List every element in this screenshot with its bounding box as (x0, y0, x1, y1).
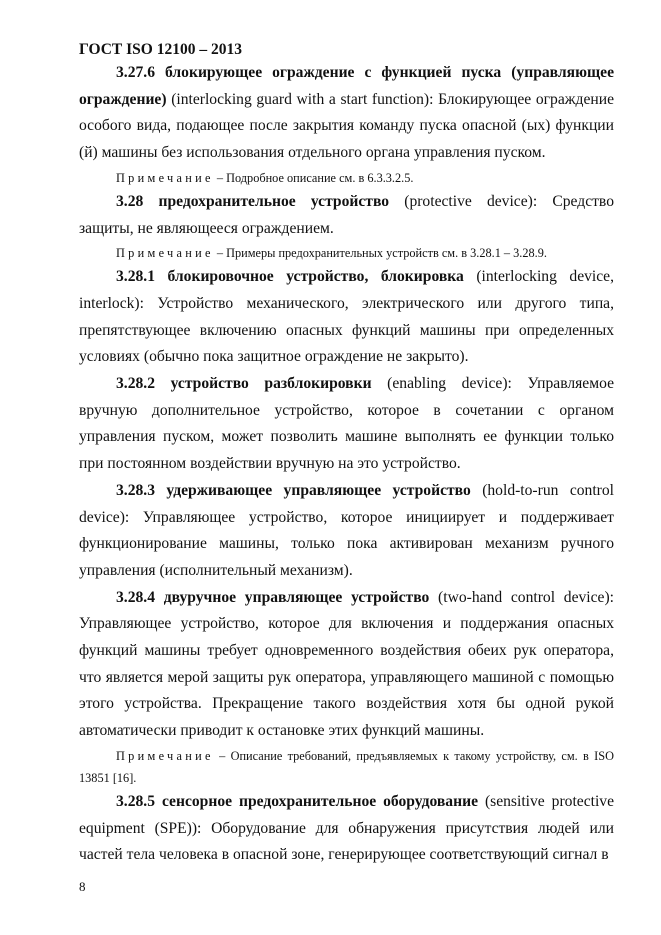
clause-definition: (hold-to-run control device): Управляющее устройство, которое инициирует и поддерживает функционирование машины, только пока активирован механизм ручного управления (исполнительный механизм). (79, 481, 614, 579)
clause-definition: (interlocking device, interlock): Устройство механического, электрического или другого типа, препятствующее включению опасных функций машины при определенных условиях (обычно пока защитное ограждение не закрыто). (79, 268, 614, 366)
clause-term: устройство разблокировки (170, 375, 372, 393)
clause-number: 3.28.2 (116, 375, 155, 393)
clause-3-28 (79, 189, 614, 242)
clause-term: удерживающее управляющее устройство (166, 481, 471, 499)
clause-3-27-6 (79, 60, 614, 167)
note-1 (79, 167, 614, 189)
clause-3-28-3 (79, 478, 614, 585)
note-2 (79, 242, 614, 264)
clause-definition: (interlocking guard with a start function): Блокирующее ограждение особого вида, подающее после закрытия команду пуска опасной (ых) функции (й) машины без использования отдельного органа управления пуском. (79, 90, 614, 162)
clause-term: сенсорное предохранительное оборудование (161, 792, 478, 810)
clause-3-28-1 (79, 264, 614, 371)
note-3 (79, 745, 614, 789)
page-number: 8 (79, 879, 86, 894)
clause-number: 3.28.5 (116, 792, 155, 810)
note-text: – Примеры предохранительных устройств см. в 3.28.1 – 3.28.9. (213, 246, 547, 261)
clause-definition: (two-hand control device): Управляющее устройство, которое для включения и поддержания опасных функций машины требует одновременного воздействия обеих рук оператора, что является мерой защиты рук оператора, управляющего машиной с помощью этого устройства. Прекращение такого воздействия хотя бы одной рукой автоматически приводит к остановке этих функций машины. (79, 588, 614, 740)
clause-term: двуручное управляющее устройство (163, 588, 430, 606)
clause-term: блокирующее ограждение с функцией пуска (управляющее ограждение) (79, 64, 614, 108)
clause-number: 3.28.1 (116, 268, 155, 286)
note-label: Примечание (116, 748, 214, 763)
clause-3-28-4 (79, 585, 614, 745)
clause-number: 3.28 (116, 192, 144, 210)
clause-number: 3.28.3 (116, 481, 155, 499)
clause-definition: (sensitive protective equipment (SPE)): Оборудование для обнаружения присутствия людей или частей тела человека в опасной зоне, генерирующее соответствующий сигнал в (79, 792, 614, 864)
clause-term: блокировочное устройство, блокировка (167, 268, 464, 286)
clause-number: 3.28.4 (116, 588, 155, 606)
note-text: – Подробное описание см. в 6.3.3.2.5. (213, 170, 414, 185)
clause-3-28-5 (79, 789, 614, 869)
clause-definition: (enabling device): Управляемое вручную дополнительное устройство, которое в сочетании с органом управления пуском, может позволить машине выполнять ее функции только при постоянном воздействии вручную на это устройство. (79, 375, 615, 473)
document-header: ГОСТ ISO 12100 – 2013 (79, 41, 242, 58)
clause-term: предохранительное устройство (158, 192, 390, 210)
note-label: Примечание (116, 246, 214, 261)
clause-3-28-2 (79, 371, 614, 478)
note-label: Примечание (116, 170, 214, 185)
note-text: – Описание требований, предъявляемых к такому устройству, см. в ISO 13851 [16]. (79, 748, 614, 785)
document-body (79, 60, 614, 869)
clause-number: 3.27.6 (116, 64, 155, 81)
clause-definition: (protective device): Средство защиты, не являющееся ограждением. (79, 192, 614, 237)
